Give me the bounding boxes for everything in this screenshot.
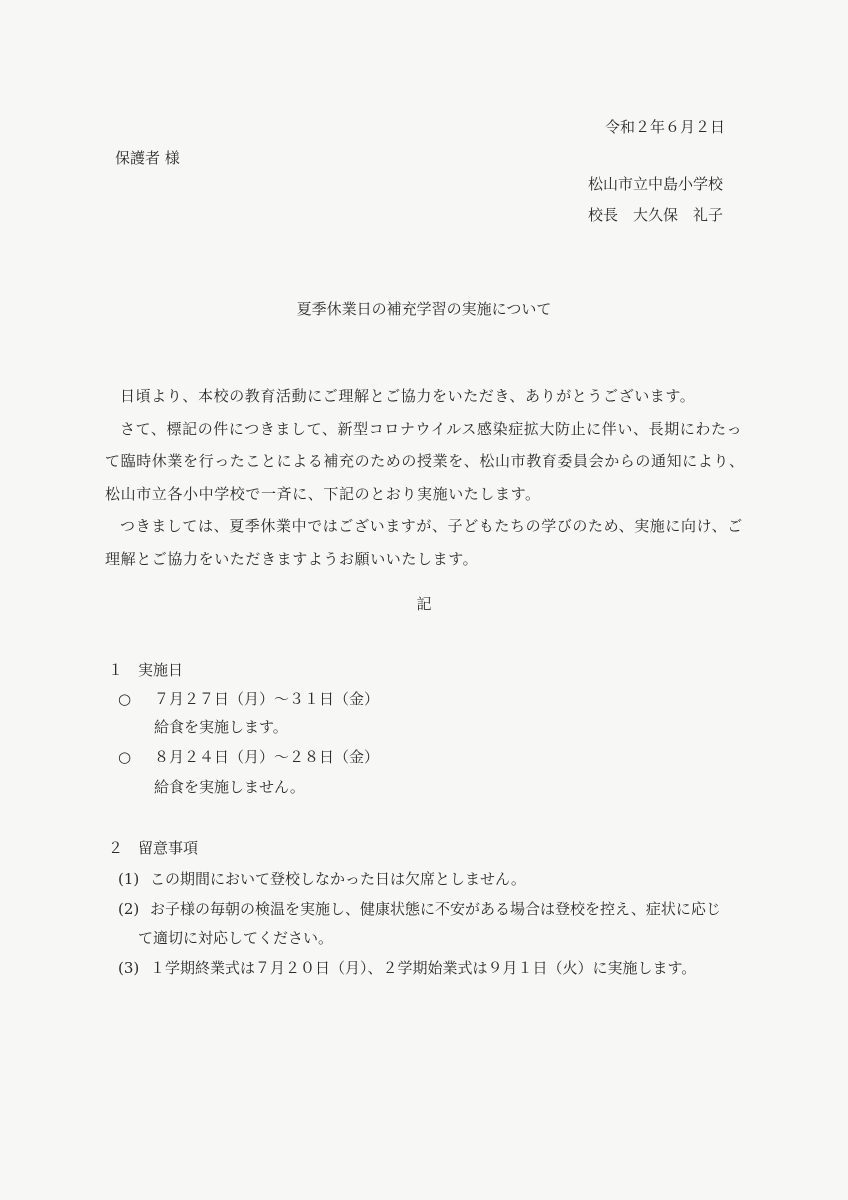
note-number: (3): [118, 959, 140, 977]
date-item-2-note: 給食を実施しません。: [154, 778, 305, 796]
sender-school: 松山市立中島小学校: [588, 175, 724, 193]
note-number: (1): [118, 870, 140, 888]
section-2-heading: ２ 留意事項: [108, 839, 199, 857]
circle-mark: ○: [118, 748, 132, 766]
note-text: この期間において登校しなかった日は欠席としません。: [150, 870, 526, 888]
body-text: [105, 380, 755, 575]
body-paragraph-1: 日頃より、本校の教育活動にご理解とご協力をいただき、ありがとうございます。: [120, 387, 696, 405]
document-title: 夏季休業日の補充学習の実施について: [296, 300, 552, 318]
section-1-heading: １ 実施日: [108, 661, 184, 679]
document-date: 令和２年６月２日: [605, 118, 726, 136]
date-range: ７月２７日（月）～３１日（金）: [154, 690, 380, 708]
note-number: (2): [118, 900, 140, 918]
date-item-2: [118, 747, 379, 767]
body-paragraph-2: さて、標記の件につきまして、新型コロナウイルス感染症拡大防止に伴い、長期にわたって臨時休業を行ったことによる補充のための授業を、松山市教育委員会からの通知により、松山市立各小中学校で一斉に、下記のとおり実施いたします。: [105, 419, 745, 503]
note-item-3: [118, 958, 696, 978]
note-text: お子様の毎朝の検温を実施し、健康状態に不安がある場合は登校を控え、症状に応じ: [150, 900, 721, 918]
recipient: 保護者 様: [115, 149, 180, 167]
body-paragraph-3: つきましては、夏季休業中ではございますが、子どもたちの学びのため、実施に向け、ご理解とご協力をいただきますようお願いいたします。: [105, 517, 743, 568]
ki-heading: 記: [416, 595, 432, 613]
date-item-1-note: 給食を実施します。: [154, 718, 288, 736]
date-item-1: [118, 689, 379, 709]
circle-mark: ○: [118, 690, 132, 708]
note-item-2: [118, 899, 721, 919]
date-range: ８月２４日（月）～２８日（金）: [154, 748, 380, 766]
sender-principal: 校長 大久保 礼子: [588, 206, 724, 224]
note-text: １学期終業式は７月２０日（月）、２学期始業式は９月１日（火）に実施します。: [150, 959, 697, 977]
note-item-1: [118, 869, 526, 889]
note-item-2-continuation: て適切に対応してください。: [138, 929, 334, 947]
